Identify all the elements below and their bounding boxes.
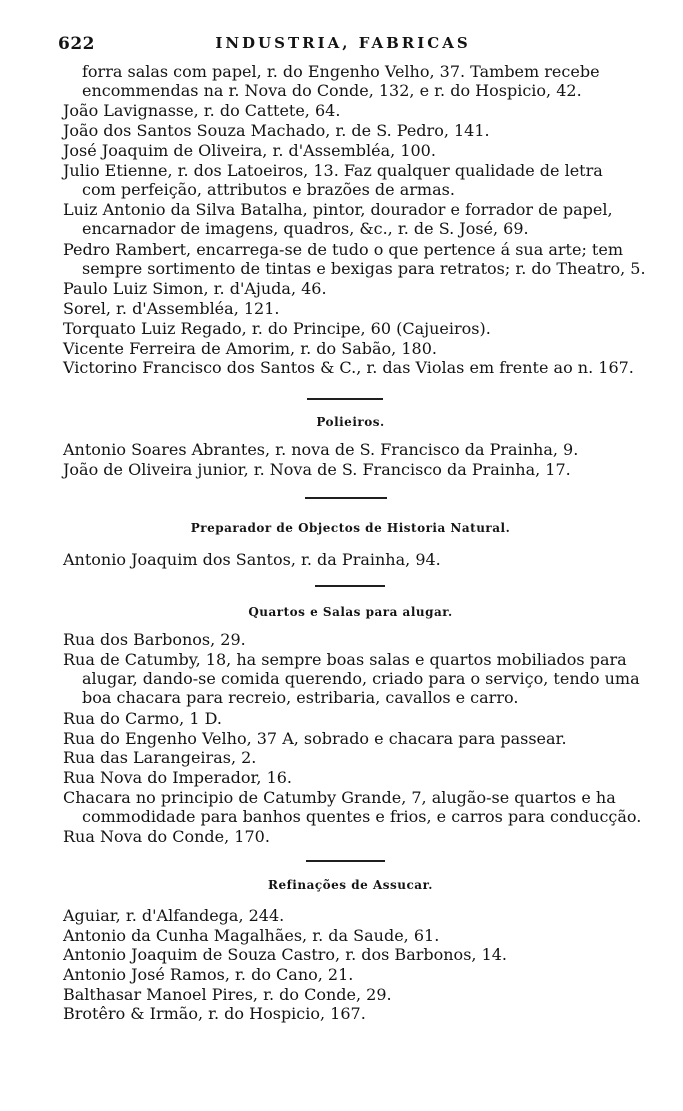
entry-line: Rua do Engenho Velho, 37 A, sobrado e chacara para passear.	[63, 729, 567, 748]
section-title-refinacoes: Refinações de Assucar.	[268, 878, 433, 892]
entry-line: João dos Santos Souza Machado, r. de S. Pedro, 141.	[63, 121, 490, 140]
page-header	[58, 34, 628, 58]
entry-line: Antonio Soares Abrantes, r. nova de S. Francisco da Prainha, 9.	[63, 440, 579, 459]
list-entry	[63, 729, 638, 748]
entry-line: Aguiar, r. d'Alfandega, 244.	[63, 906, 285, 925]
list-entry	[63, 200, 638, 238]
entry-line: Luiz Antonio da Silva Batalha, pintor, dourador e forrador de papel,	[63, 200, 613, 219]
list-entry	[63, 945, 638, 964]
list-entry	[63, 827, 638, 846]
list-entry	[63, 358, 638, 377]
list-entry	[63, 926, 638, 945]
entry-line: Paulo Luiz Simon, r. d'Ajuda, 46.	[63, 279, 327, 298]
entry-line: Antonio Joaquim dos Santos, r. da Prainha, 94.	[63, 550, 441, 569]
entry-line: Chacara no principio de Catumby Grande, 7, alugão-se quartos e ha	[63, 788, 616, 807]
section-title-quartos: Quartos e Salas para alugar.	[248, 605, 453, 619]
list-entry	[63, 460, 638, 479]
entry-line: João de Oliveira junior, r. Nova de S. Francisco da Prainha, 17.	[63, 460, 571, 479]
entry-line: Antonio José Ramos, r. do Cano, 21.	[63, 965, 354, 984]
list-entry	[63, 985, 638, 1004]
list-entry	[63, 240, 646, 278]
page-number: 622	[58, 34, 95, 54]
entry-line: Sorel, r. d'Assembléa, 121.	[63, 299, 280, 318]
list-entry	[63, 1004, 638, 1023]
list-entry	[63, 279, 638, 298]
list-entry	[63, 141, 638, 160]
entry-line: Vicente Ferreira de Amorim, r. do Sabão, 180.	[63, 339, 437, 358]
list-entry	[63, 121, 638, 140]
section-title-polieiros: Polieiros.	[316, 415, 385, 429]
entry-line: Rua Nova do Conde, 170.	[63, 827, 270, 846]
entry-line: forra salas com papel, r. do Engenho Velho, 37. Tambem recebe	[82, 62, 600, 81]
entry-line: commodidade para banhos quentes e frios, e carros para conducção.	[82, 807, 642, 826]
entry-line: José Joaquim de Oliveira, r. d'Assembléa, 100.	[63, 141, 436, 160]
entry-line: sempre sortimento de tintas e bexigas para retratos; r. do Theatro, 5.	[82, 259, 646, 278]
list-entry	[63, 101, 638, 120]
running-head: INDUSTRIA, FABRICAS	[215, 34, 471, 52]
entry-line: boa chacara para recreio, estribaria, cavallos e carro.	[82, 688, 519, 707]
section-divider	[306, 860, 385, 862]
entry-line: João Lavignasse, r. do Cattete, 64.	[63, 101, 341, 120]
entry-line: Rua de Catumby, 18, ha sempre boas salas e quartos mobiliados para	[63, 650, 627, 669]
list-entry	[63, 550, 638, 569]
section-divider	[307, 398, 383, 400]
section-divider	[305, 497, 387, 499]
list-entry	[63, 768, 638, 787]
entry-line: Pedro Rambert, encarrega-se de tudo o que pertence á sua arte; tem	[63, 240, 623, 259]
entry-line: encommendas na r. Nova do Conde, 132, e r. do Hospicio, 42.	[82, 81, 582, 100]
entry-line: Brotêro & Irmão, r. do Hospicio, 167.	[63, 1004, 366, 1023]
entry-line: alugar, dando-se comida querendo, criado para o serviço, tendo uma	[82, 669, 640, 688]
entry-line: Rua das Larangeiras, 2.	[63, 748, 257, 767]
list-entry	[63, 650, 638, 707]
list-entry	[63, 965, 638, 984]
list-entry	[63, 440, 638, 459]
entry-line: encarnador de imagens, quadros, &c., r. de S. José, 69.	[82, 219, 529, 238]
list-entry	[63, 161, 638, 199]
section-divider	[315, 585, 385, 587]
entry-line: Rua Nova do Imperador, 16.	[63, 768, 293, 787]
list-entry	[63, 319, 638, 338]
entry-line: Julio Etienne, r. dos Latoeiros, 13. Faz qualquer qualidade de letra	[63, 161, 603, 180]
list-entry	[63, 788, 642, 826]
entry-line: com perfeição, attributos e brazões de armas.	[82, 180, 455, 199]
section-title-preparador: Preparador de Objectos de Historia Natural.	[190, 521, 511, 535]
entry-line: Rua do Carmo, 1 D.	[63, 709, 222, 728]
list-entry	[63, 62, 638, 100]
list-entry	[63, 630, 638, 649]
entry-line: Balthasar Manoel Pires, r. do Conde, 29.	[63, 985, 392, 1004]
entry-line: Victorino Francisco dos Santos & C., r. das Violas em frente ao n. 167.	[63, 358, 634, 377]
list-entry	[63, 299, 638, 318]
entry-line: Antonio Joaquim de Souza Castro, r. dos Barbonos, 14.	[63, 945, 508, 964]
list-entry	[63, 906, 638, 925]
entry-line: Torquato Luiz Regado, r. do Principe, 60 (Cajueiros).	[63, 319, 491, 338]
list-entry	[63, 709, 638, 728]
entry-line: Antonio da Cunha Magalhães, r. da Saude, 61.	[63, 926, 440, 945]
list-entry	[63, 339, 638, 358]
list-entry	[63, 748, 638, 767]
entry-line: Rua dos Barbonos, 29.	[63, 630, 246, 649]
